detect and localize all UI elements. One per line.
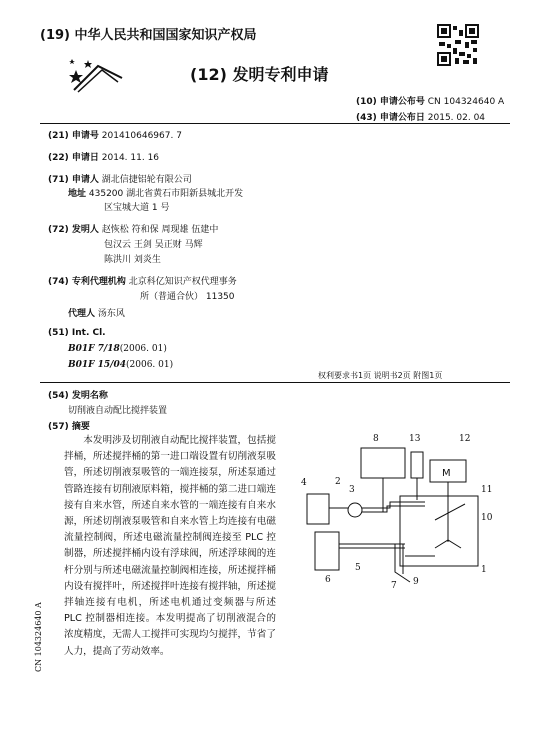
page-count-note: 权利要求书1页 说明书2页 附图1页 xyxy=(318,371,443,380)
inventors-line2: 包汉云 王剑 吴正财 马辉 xyxy=(104,240,203,250)
label-9: 9 xyxy=(413,577,419,587)
sipo-logo-icon xyxy=(68,56,126,96)
label-5: 5 xyxy=(355,563,361,573)
label-3: 3 xyxy=(349,485,355,495)
box-8 xyxy=(361,448,405,478)
agent: 代理人 汤东风 xyxy=(68,309,125,319)
invention-title: 切削液自动配比搅拌装置 xyxy=(68,406,168,416)
application-date: (22) 申请日 2014. 11. 16 xyxy=(48,153,160,163)
patent-agency-line2: 所（普通合伙） 11350 xyxy=(140,292,235,302)
box-4 xyxy=(307,494,329,524)
label-7: 7 xyxy=(391,581,397,591)
document-type: (12) 发明专利申请 xyxy=(190,65,329,84)
motor-label: M xyxy=(442,468,451,479)
label-11: 11 xyxy=(481,485,493,495)
valve-links xyxy=(395,544,410,582)
label-6: 6 xyxy=(325,575,331,585)
patent-agency: (74) 专利代理机构 北京科亿知识产权代理事务 xyxy=(48,277,237,287)
side-publication-number: CN 104324640 A xyxy=(34,602,43,672)
pipe-b xyxy=(362,502,425,508)
label-13: 13 xyxy=(409,434,421,444)
applicant: (71) 申请人 湖北信捷铝轮有限公司 xyxy=(48,175,192,185)
header-divider xyxy=(40,123,510,124)
pipe-c xyxy=(362,506,425,512)
publication-number: (10) 申请公布号 CN 104324640 A xyxy=(356,97,505,107)
address-line2: 区宝城大道 1 号 xyxy=(104,203,170,213)
label-8: 8 xyxy=(373,434,379,444)
qr-code-icon xyxy=(437,24,479,66)
label-10: 10 xyxy=(481,513,493,523)
biblio-divider xyxy=(40,382,510,383)
ipc-class-2: B01F 15/04(2006. 01) xyxy=(68,360,174,370)
abstract-label: (57) 摘要 xyxy=(48,422,90,432)
box-6 xyxy=(315,532,339,570)
invention-title-label: (54) 发明名称 xyxy=(48,391,108,401)
inventors-line3: 陈洪川 刘炎生 xyxy=(104,255,161,265)
application-number: (21) 申请号 201410646967. 7 xyxy=(48,131,182,141)
box-13 xyxy=(411,452,423,478)
label-4: 4 xyxy=(301,478,307,488)
publication-date: (43) 申请公布日 2015. 02. 04 xyxy=(356,113,486,123)
pump-3 xyxy=(348,503,362,517)
office-name: (19) 中华人民共和国国家知识产权局 xyxy=(40,28,257,43)
float-rod xyxy=(405,504,465,556)
address: 地址 435200 湖北省黄石市阳新县城北开发 xyxy=(68,189,244,199)
apparatus-figure xyxy=(285,424,511,600)
label-2: 2 xyxy=(335,477,341,487)
inventors: (72) 发明人 赵恢松 符和保 周现雄 伍建中 xyxy=(48,225,219,235)
abstract-body xyxy=(64,433,276,660)
label-12: 12 xyxy=(459,434,471,444)
ipc-class-1: B01F 7/18(2006. 01) xyxy=(68,344,167,354)
label-1: 1 xyxy=(481,565,487,575)
ipc-label: (51) Int. Cl. xyxy=(48,328,106,338)
abstract-text: 本发明涉及切削液自动配比搅拌装置，包括搅拌桶，所述搅拌桶的第一进口端设置有切削液泵吸管，所述切削液泵吸管的一端连接泵，所述泵通过管路连接有切削液原料箱，搅拌桶的第二进口端连接有自来水管，所述自来水管的一端连接有自来水源，所述切削液泵吸管和自来水管上均连接有电磁流量控制阀，所述电磁流量控制阀连接至 PLC 控制器，所述搅拌桶内设有浮球阀，所述浮球阀的连杆分别与所述电磁流量控制阀相连接，所述搅拌桶内设有搅拌叶，所述搅拌叶连接有搅拌轴，所述搅拌轴连接有电机，所述电机通过变频器与所述 PLC 控制器相连接。本发明提高了切削液混合的浓度精度，无需人工搅拌可实现均匀搅拌，节省了人力，提高了劳动效率。 xyxy=(64,435,276,657)
